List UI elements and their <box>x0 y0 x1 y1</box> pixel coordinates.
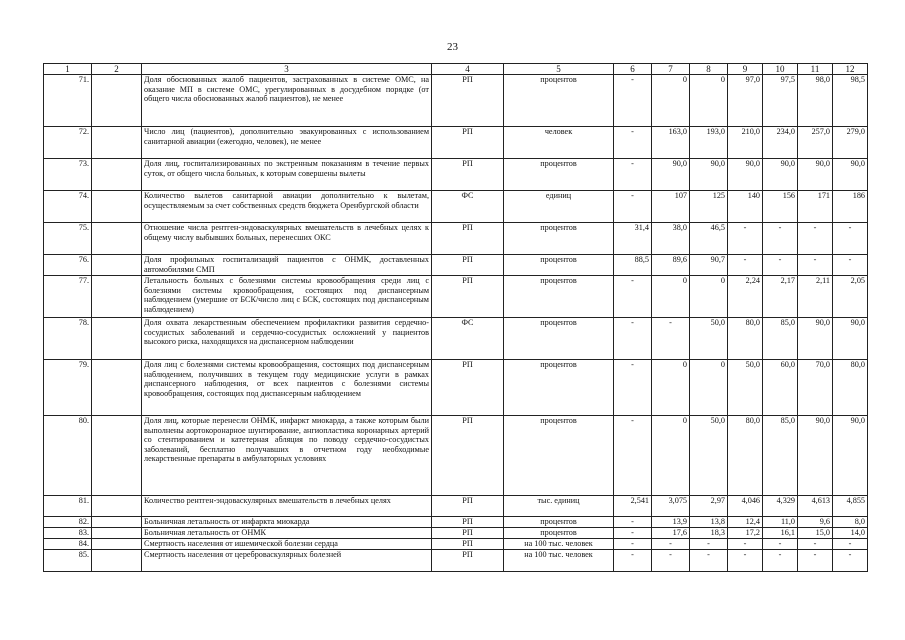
value-cell: 140 <box>728 191 763 223</box>
value-cell: 60,0 <box>763 360 798 416</box>
indicator-description: Больничная летальность от ОНМК <box>142 528 432 539</box>
table-row <box>44 318 868 360</box>
data-source: РП <box>432 75 504 127</box>
value-cell: - <box>652 539 690 550</box>
indicator-description: Смертность населения от цереброваскулярных болезней <box>142 550 432 572</box>
table-row <box>44 550 868 572</box>
indicator-description: Доля лиц, госпитализированных по экстренным показаниям в течение первых суток, от общего числа больных, к которым совершены вылеты <box>142 159 432 191</box>
value-cell: - <box>652 550 690 572</box>
value-cell: 85,0 <box>763 318 798 360</box>
value-cell: 16,1 <box>763 528 798 539</box>
value-cell: - <box>728 539 763 550</box>
value-cell: - <box>763 255 798 276</box>
value-cell: 13,8 <box>690 517 728 528</box>
value-cell: 14,0 <box>833 528 868 539</box>
data-source: РП <box>432 539 504 550</box>
value-cell: 97,0 <box>728 75 763 127</box>
unit-of-measure: процентов <box>504 159 614 191</box>
header-cell: 7 <box>652 64 690 75</box>
value-cell: 0 <box>652 416 690 496</box>
row-col2 <box>92 255 142 276</box>
row-number: 79. <box>44 360 92 416</box>
row-number: 76. <box>44 255 92 276</box>
value-cell: - <box>798 539 833 550</box>
value-cell: 90,0 <box>833 416 868 496</box>
value-cell: 4,046 <box>728 496 763 517</box>
value-cell: 98,5 <box>833 75 868 127</box>
indicator-description: Больничная летальность от инфаркта миокарда <box>142 517 432 528</box>
unit-of-measure: процентов <box>504 416 614 496</box>
header-cell: 8 <box>690 64 728 75</box>
table-row <box>44 539 868 550</box>
indicator-description: Отношение числа рентген-эндоваскулярных вмешательств в лечебных целях к общему числу выбывших больных, перенесших ОКС <box>142 223 432 255</box>
value-cell: 107 <box>652 191 690 223</box>
value-cell: - <box>763 539 798 550</box>
value-cell: 85,0 <box>763 416 798 496</box>
data-source: РП <box>432 528 504 539</box>
indicator-description: Летальность больных с болезнями системы кровообращения среди лиц с болезнями системы кровообращения, состоящих под диспансерным наблюдением (умершие от БСК/число лиц с БСК, состоящих под диспансерным наблюдением) <box>142 276 432 318</box>
unit-of-measure: на 100 тыс. человек <box>504 539 614 550</box>
table-row <box>44 517 868 528</box>
value-cell: 11,0 <box>763 517 798 528</box>
row-col2 <box>92 191 142 223</box>
table-row <box>44 75 868 127</box>
row-col2 <box>92 75 142 127</box>
value-cell: - <box>690 550 728 572</box>
value-cell: 38,0 <box>652 223 690 255</box>
data-source: РП <box>432 127 504 159</box>
value-cell: 163,0 <box>652 127 690 159</box>
value-cell: - <box>614 528 652 539</box>
header-cell: 10 <box>763 64 798 75</box>
row-number: 78. <box>44 318 92 360</box>
header-cell: 11 <box>798 64 833 75</box>
value-cell: - <box>833 223 868 255</box>
value-cell: - <box>833 550 868 572</box>
value-cell: - <box>614 159 652 191</box>
row-number: 74. <box>44 191 92 223</box>
row-number: 85. <box>44 550 92 572</box>
value-cell: - <box>728 223 763 255</box>
value-cell: 80,0 <box>728 416 763 496</box>
unit-of-measure: единиц <box>504 191 614 223</box>
value-cell: 125 <box>690 191 728 223</box>
value-cell: - <box>614 360 652 416</box>
unit-of-measure: процентов <box>504 223 614 255</box>
value-cell: - <box>614 416 652 496</box>
data-source: РП <box>432 416 504 496</box>
value-cell: - <box>614 550 652 572</box>
value-cell: - <box>614 75 652 127</box>
row-col2 <box>92 223 142 255</box>
table-row <box>44 159 868 191</box>
value-cell: 0 <box>652 276 690 318</box>
value-cell: 31,4 <box>614 223 652 255</box>
table-header-row <box>44 64 868 75</box>
row-number: 73. <box>44 159 92 191</box>
table-row <box>44 496 868 517</box>
value-cell: 257,0 <box>798 127 833 159</box>
value-cell: - <box>614 191 652 223</box>
row-col2 <box>92 127 142 159</box>
value-cell: 90,0 <box>798 159 833 191</box>
value-cell: 17,2 <box>728 528 763 539</box>
data-source: РП <box>432 517 504 528</box>
value-cell: 2,11 <box>798 276 833 318</box>
table-row <box>44 276 868 318</box>
value-cell: 17,6 <box>652 528 690 539</box>
value-cell: - <box>614 517 652 528</box>
indicator-description: Доля лиц с болезнями системы кровообращения, состоящих под диспансерным наблюдением, получивших в текущем году медицинские услуги в рамках диспансерного наблюдения, от всех пациентов с болезнями системы кровообращения, состоящих под диспансерным наблюдением <box>142 360 432 416</box>
data-source: РП <box>432 550 504 572</box>
indicator-description: Доля лиц, которые перенесли ОНМК, инфаркт миокарда, а также которым были выполнены аортокоронарное шунтирование, ангиопластика коронарных артерий со стентированием и катетерная абляция по поводу сердечно-сосудистых заболеваний, бесплатно получавших в отчетном году необходимые лекарственные препараты в амбулаторных условиях <box>142 416 432 496</box>
row-number: 71. <box>44 75 92 127</box>
value-cell: 193,0 <box>690 127 728 159</box>
unit-of-measure: процентов <box>504 276 614 318</box>
value-cell: 4,329 <box>763 496 798 517</box>
row-number: 77. <box>44 276 92 318</box>
value-cell: 12,4 <box>728 517 763 528</box>
value-cell: 98,0 <box>798 75 833 127</box>
data-source: РП <box>432 496 504 517</box>
value-cell: 50,0 <box>690 416 728 496</box>
indicator-description: Количество рентген-эндоваскулярных вмешательств в лечебных целях <box>142 496 432 517</box>
value-cell: 90,0 <box>798 416 833 496</box>
row-col2 <box>92 517 142 528</box>
table-row <box>44 191 868 223</box>
value-cell: 88,5 <box>614 255 652 276</box>
value-cell: 0 <box>652 75 690 127</box>
row-number: 83. <box>44 528 92 539</box>
header-cell: 3 <box>142 64 432 75</box>
value-cell: 8,0 <box>833 517 868 528</box>
value-cell: 234,0 <box>763 127 798 159</box>
value-cell: - <box>728 550 763 572</box>
unit-of-measure: процентов <box>504 255 614 276</box>
table-row <box>44 127 868 159</box>
row-col2 <box>92 159 142 191</box>
value-cell: - <box>798 255 833 276</box>
table-row <box>44 223 868 255</box>
data-source: РП <box>432 159 504 191</box>
value-cell: 90,0 <box>798 318 833 360</box>
data-source: РП <box>432 276 504 318</box>
value-cell: 50,0 <box>690 318 728 360</box>
data-source: РП <box>432 360 504 416</box>
value-cell: 2,17 <box>763 276 798 318</box>
row-col2 <box>92 496 142 517</box>
value-cell: 4,613 <box>798 496 833 517</box>
row-number: 72. <box>44 127 92 159</box>
value-cell: 210,0 <box>728 127 763 159</box>
value-cell: 2,05 <box>833 276 868 318</box>
header-cell: 12 <box>833 64 868 75</box>
value-cell: 80,0 <box>833 360 868 416</box>
header-cell: 5 <box>504 64 614 75</box>
value-cell: 171 <box>798 191 833 223</box>
data-source: ФС <box>432 318 504 360</box>
table-row <box>44 360 868 416</box>
indicator-description: Доля профильных госпитализаций пациентов с ОНМК, доставленных автомобилями СМП <box>142 255 432 276</box>
data-source: РП <box>432 223 504 255</box>
header-cell: 1 <box>44 64 92 75</box>
value-cell: 186 <box>833 191 868 223</box>
value-cell: - <box>652 318 690 360</box>
value-cell: 90,0 <box>690 159 728 191</box>
table-row <box>44 255 868 276</box>
value-cell: 2,97 <box>690 496 728 517</box>
header-cell: 4 <box>432 64 504 75</box>
value-cell: 15,0 <box>798 528 833 539</box>
unit-of-measure: процентов <box>504 360 614 416</box>
indicator-description: Количество вылетов санитарной авиации дополнительно к вылетам, осуществляемым за счет собственных средств бюджета Оренбургской области <box>142 191 432 223</box>
value-cell: - <box>833 539 868 550</box>
value-cell: 46,5 <box>690 223 728 255</box>
value-cell: 156 <box>763 191 798 223</box>
header-cell: 2 <box>92 64 142 75</box>
table-row <box>44 416 868 496</box>
unit-of-measure: процентов <box>504 528 614 539</box>
indicators-table <box>43 63 868 572</box>
value-cell: - <box>690 539 728 550</box>
indicator-description: Смертность населения от ишемической болезни сердца <box>142 539 432 550</box>
row-number: 84. <box>44 539 92 550</box>
value-cell: 50,0 <box>728 360 763 416</box>
value-cell: 2,24 <box>728 276 763 318</box>
row-number: 81. <box>44 496 92 517</box>
row-col2 <box>92 550 142 572</box>
row-col2 <box>92 318 142 360</box>
row-col2 <box>92 528 142 539</box>
row-number: 75. <box>44 223 92 255</box>
value-cell: 90,0 <box>833 159 868 191</box>
header-cell: 6 <box>614 64 652 75</box>
indicator-description: Доля обоснованных жалоб пациентов, застрахованных в системе ОМС, на оказание МП в системе ОМС, урегулированных в досудебном порядке (от общего числа обоснованных жалоб пациентов), не менее <box>142 75 432 127</box>
value-cell: 89,6 <box>652 255 690 276</box>
unit-of-measure: процентов <box>504 318 614 360</box>
value-cell: 0 <box>690 360 728 416</box>
value-cell: - <box>763 550 798 572</box>
value-cell: 18,3 <box>690 528 728 539</box>
value-cell: 80,0 <box>728 318 763 360</box>
value-cell: 0 <box>690 276 728 318</box>
value-cell: 3,075 <box>652 496 690 517</box>
header-cell: 9 <box>728 64 763 75</box>
value-cell: - <box>833 255 868 276</box>
unit-of-measure: на 100 тыс. человек <box>504 550 614 572</box>
indicator-description: Число лиц (пациентов), дополнительно эвакуированных с использованием санитарной авиации (ежегодно, человек), не менее <box>142 127 432 159</box>
value-cell: 0 <box>652 360 690 416</box>
value-cell: - <box>798 223 833 255</box>
data-source: РП <box>432 255 504 276</box>
unit-of-measure: процентов <box>504 517 614 528</box>
unit-of-measure: человек <box>504 127 614 159</box>
value-cell: - <box>614 539 652 550</box>
value-cell: 9,6 <box>798 517 833 528</box>
value-cell: 97,5 <box>763 75 798 127</box>
value-cell: - <box>728 255 763 276</box>
unit-of-measure: тыс. единиц <box>504 496 614 517</box>
page-number: 23 <box>447 41 458 53</box>
row-col2 <box>92 276 142 318</box>
value-cell: 0 <box>690 75 728 127</box>
value-cell: - <box>798 550 833 572</box>
table-row <box>44 528 868 539</box>
value-cell: - <box>763 223 798 255</box>
value-cell: 70,0 <box>798 360 833 416</box>
row-number: 80. <box>44 416 92 496</box>
value-cell: 279,0 <box>833 127 868 159</box>
value-cell: 90,0 <box>652 159 690 191</box>
value-cell: - <box>614 318 652 360</box>
row-col2 <box>92 416 142 496</box>
value-cell: - <box>614 127 652 159</box>
value-cell: 4,855 <box>833 496 868 517</box>
data-source: ФС <box>432 191 504 223</box>
value-cell: 90,0 <box>728 159 763 191</box>
row-col2 <box>92 539 142 550</box>
value-cell: 90,7 <box>690 255 728 276</box>
unit-of-measure: процентов <box>504 75 614 127</box>
value-cell: 90,0 <box>833 318 868 360</box>
value-cell: 13,9 <box>652 517 690 528</box>
value-cell: 2,541 <box>614 496 652 517</box>
value-cell: 90,0 <box>763 159 798 191</box>
indicator-description: Доля охвата лекарственным обеспечением профилактики развития сердечно-сосудистых заболеваний и сердечно-сосудистых осложнений у пациентов высокого риска, находящихся на диспансерном наблюдении <box>142 318 432 360</box>
row-col2 <box>92 360 142 416</box>
row-number: 82. <box>44 517 92 528</box>
value-cell: - <box>614 276 652 318</box>
